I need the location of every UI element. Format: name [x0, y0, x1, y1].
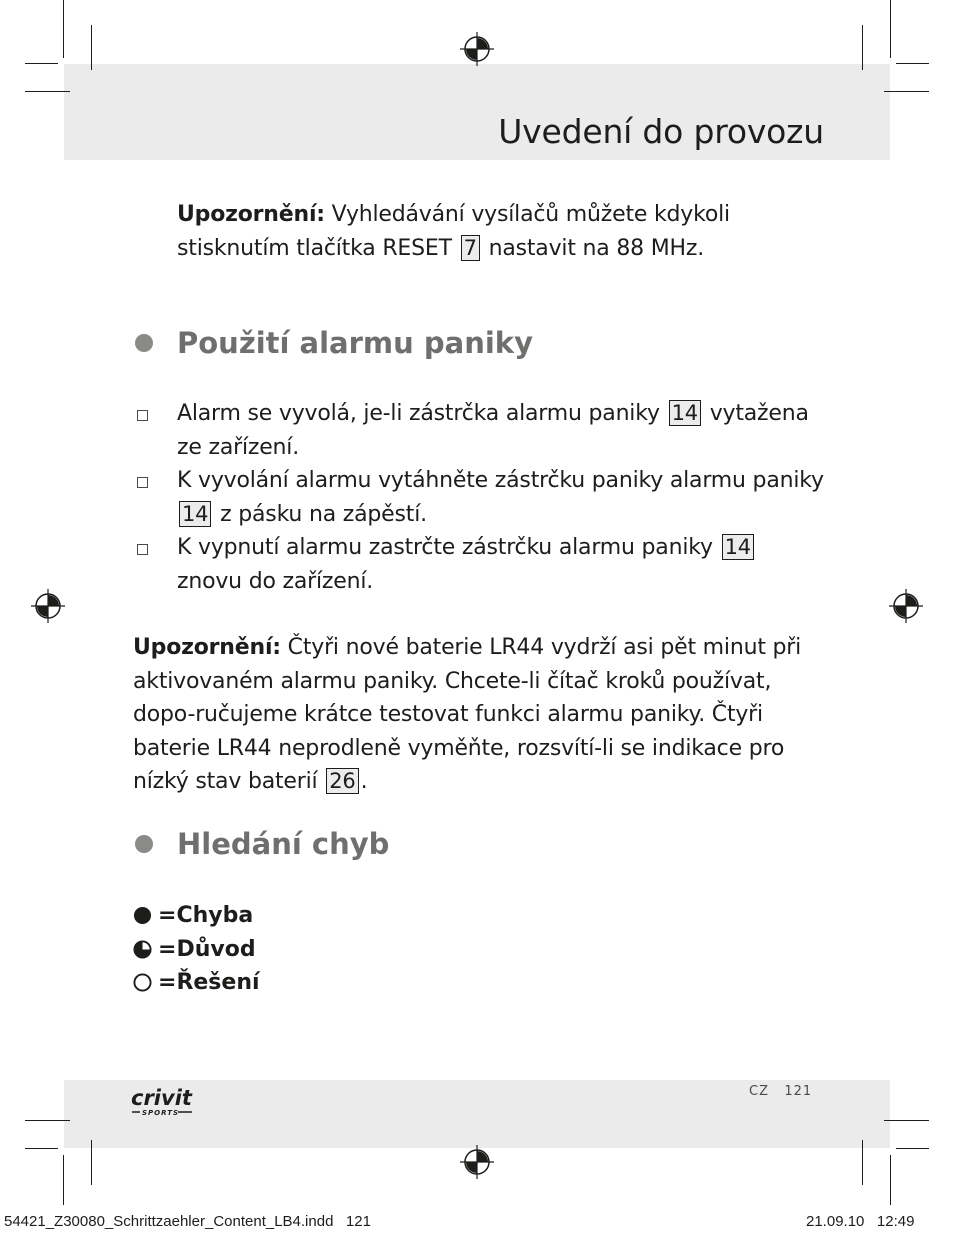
list-item: [177, 397, 827, 464]
print-slug-filename: 54421_Z30080_Schrittzaehler_Content_LB4.indd 121: [4, 1213, 371, 1230]
legend-eq: =: [158, 969, 177, 995]
list-item-text: K vyvolání alarmu vytáhněte zástrčku paniky alarmu paniky: [177, 468, 824, 493]
reference-number: 26: [326, 768, 358, 794]
crop-mark: [25, 63, 58, 64]
list-item-text: Alarm se vyvolá, je-li zástrčka alarmu paniky: [177, 401, 667, 426]
crop-mark: [25, 91, 70, 92]
section-bullet-icon: [135, 835, 153, 853]
language-code: CZ: [749, 1084, 769, 1099]
legend-label: Řešení: [176, 969, 260, 995]
crop-mark: [862, 1140, 863, 1185]
crop-mark: [25, 1148, 58, 1149]
logo-wordmark: crivit: [131, 1086, 192, 1110]
crivit-logo: [130, 1083, 200, 1117]
filled-circle-icon: [133, 906, 152, 925]
checkbox-square-icon: [137, 410, 148, 421]
print-slug-date: [806, 1213, 914, 1230]
crop-mark: [890, 1155, 891, 1205]
reference-number: 14: [669, 400, 701, 426]
note-text: .: [360, 769, 368, 794]
section-heading: Hledání chyb: [177, 827, 390, 861]
list-item-text: znovu do zařízení.: [177, 568, 374, 594]
section-heading: Použití alarmu paniky: [177, 326, 533, 360]
registration-mark-icon: [460, 32, 494, 66]
note-label: Upozornění:: [177, 202, 325, 227]
registration-mark-icon: [460, 1145, 494, 1179]
empty-circle-icon: [133, 973, 152, 992]
half-circle-icon: [133, 940, 152, 959]
list-item-text: K vypnutí alarmu zastrčte zástrčku alarmu paniky: [177, 535, 720, 560]
checkbox-square-icon: [137, 544, 148, 555]
page-number: 121: [784, 1084, 813, 1099]
registration-mark-icon: [889, 589, 923, 623]
list-item: [177, 531, 827, 598]
note-paragraph: [133, 631, 833, 799]
crop-mark: [91, 1140, 92, 1185]
registration-mark-icon: [31, 589, 65, 623]
crop-mark: [63, 1155, 64, 1205]
list-item-text: vytažena ze zařízení.: [177, 401, 809, 460]
logo-subtext: SPORTS: [142, 1109, 180, 1117]
slug-date: 21.09.10: [806, 1213, 865, 1230]
list-item: [177, 464, 827, 531]
crop-mark: [890, 0, 891, 58]
reference-number: 7: [461, 235, 480, 261]
legend-eq: =: [158, 936, 177, 962]
legend-row: [133, 900, 253, 930]
section-bullet-icon: [135, 334, 153, 352]
crop-mark: [91, 25, 92, 70]
crop-mark: [896, 1148, 929, 1149]
crop-mark: [884, 1120, 929, 1121]
note-text: nastavit na 88 MHz.: [481, 235, 705, 261]
note-paragraph: [177, 198, 837, 265]
slug-time: 12:49: [876, 1213, 915, 1230]
crop-mark: [862, 25, 863, 70]
note-text: Čtyři nové baterie LR44 vydrží asi pět minut při aktivovaném alarmu paniky. Chcete-li čítač kroků používat, dopo-ručujeme krátce testovat funkci alarmu paniky. Čtyři baterie LR44 neprodleně vyměňte, rozsvítí-li se indikace pro nízký stav baterií: [133, 635, 802, 794]
reference-number: 14: [179, 501, 211, 527]
list-item-text: z pásku na zápěstí.: [213, 501, 427, 527]
crop-mark: [63, 0, 64, 58]
legend-row: [133, 934, 256, 964]
legend-label: Důvod: [176, 936, 256, 962]
page-title: Uvedení do provozu: [498, 112, 824, 151]
checkbox-square-icon: [137, 477, 148, 488]
reference-number: 14: [722, 534, 754, 560]
note-text: Vyhledávání vysílačů můžete kdykoli stisknutím tlačítka RESET: [177, 202, 730, 261]
legend-label: Chyba: [176, 902, 254, 928]
page-footer-label: [749, 1084, 812, 1099]
note-label: Upozornění:: [133, 635, 281, 660]
crop-mark: [25, 1120, 70, 1121]
crop-mark: [896, 63, 929, 64]
legend-row: [133, 967, 260, 997]
crop-mark: [884, 91, 929, 92]
legend-eq: =: [158, 902, 177, 928]
